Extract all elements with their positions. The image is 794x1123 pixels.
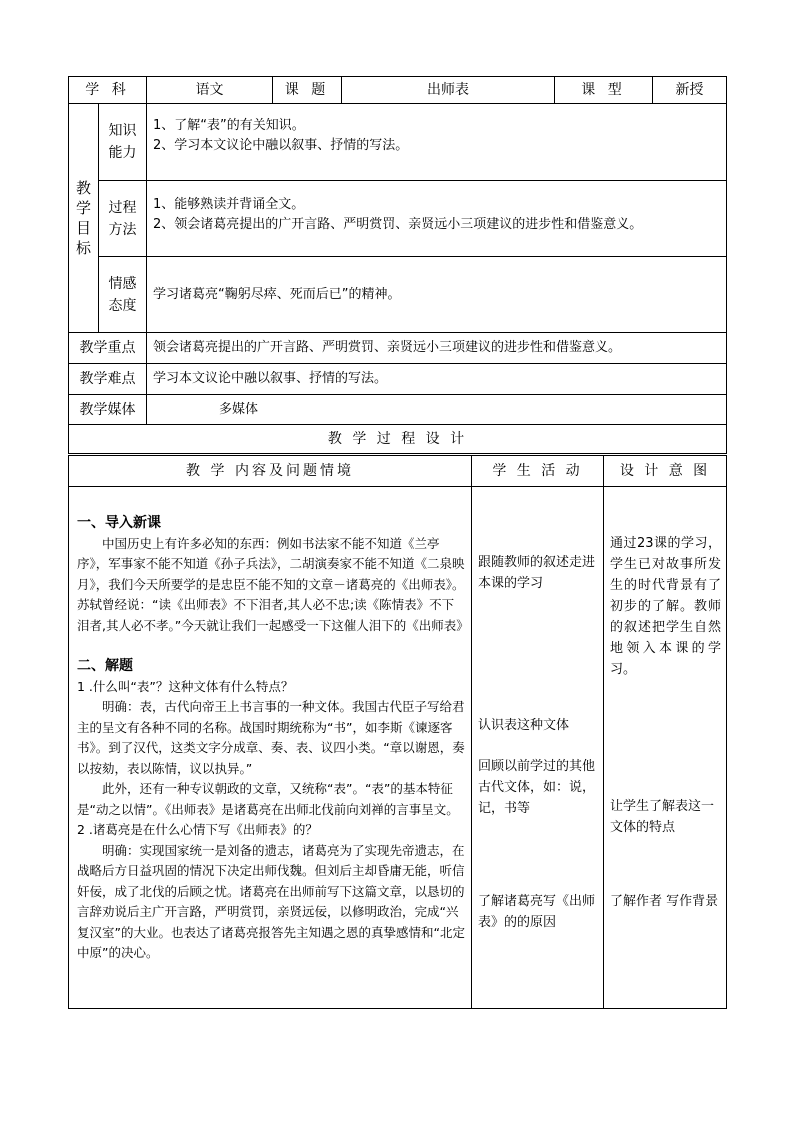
objectives-char-3: 目	[75, 219, 91, 237]
process-intent-cell	[604, 487, 727, 1009]
objectives-char-1: 教	[75, 179, 91, 197]
subject-label: 学 科	[69, 77, 147, 104]
objective-content-process	[147, 181, 727, 257]
objective-line: 1、能够熟读并背诵全文。	[153, 197, 305, 212]
objective-line: 2、领会诸葛亮提出的广开言路、严明赏罚、亲贤远小三项建议的进步性和借鉴意义。	[153, 217, 643, 232]
section-title-intro: 一、导入新课	[77, 515, 161, 531]
objective-content-emotion: 学习诸葛亮“鞠躬尽瘁、死而后已”的精神。	[147, 257, 727, 333]
process-activity-cell	[472, 487, 604, 1009]
objective-content-knowledge	[147, 104, 727, 181]
media-value: 多媒体	[147, 395, 727, 425]
intro-paragraph: 中国历史上有许多必知的东西：例如书法家不能不知道《兰亭序》，军事家不能不知道《孙子兵法》，二胡演奏家不能不知道《二泉映月》，我们今天所要学的是忠臣不能不知的文章－诸葛亮的《出师表》。苏轼曾经说：“读《出师表》不下泪者,其人必不忠;读《陈情表》不下泪者,其人必不孝。”今天就让我们一起感受一下这催人泪下的《出师表》	[77, 535, 469, 633]
answer-1: 明确：表，古代向帝王上书言事的一种文体。我国古代臣子写给君主的呈文有各种不同的名称。战国时期统称为“书”，如李斯《谏逐客书》。到了汉代，这类文字分成章、奏、表、议四小类。“章以谢恩，奏以按劾，表以陈情，议以执异。”	[77, 699, 465, 776]
activity-2: 认识表这种文体	[478, 718, 570, 733]
objective-label-emotion: 情感态度	[99, 257, 147, 333]
objectives-char-2: 学	[75, 199, 91, 217]
process-table	[68, 455, 727, 1009]
intent-1: 通过23课的学习，学生已对故事所发生的时代背景有了初步的了解。教师的叙述把学生自然地领入本课的学习。	[610, 536, 721, 677]
media-label: 教学媒体	[69, 395, 147, 425]
objective-line: 1、了解“表”的有关知识。	[153, 118, 305, 133]
answer-2: 明确：实现国家统一是刘备的遗志，诸葛亮为了实现先帝遗志，在战略后方日益巩固的情况下决定出师伐魏。但刘后主却昏庸无能，听信奸佞，成了北伐的后顾之忧。诸葛亮在出师前写下这篇文章，以恳切的言辞劝说后主广开言路，严明赏罚，亲贤远佞，以修明政治，完成“兴复汉室”的大业。也表达了诸葛亮报答先主知遇之恩的真挚感情和“北定中原”的决心。	[77, 842, 465, 960]
objectives-group-label	[69, 104, 99, 333]
intent-2: 让学生了解表这一文体的特点	[610, 799, 715, 835]
difficulty-label: 教学难点	[69, 364, 147, 395]
question-1: 1 .什么叫“表”？这种文体有什么特点？	[77, 678, 294, 694]
activity-4: 了解诸葛亮写《出师表》的的原因	[478, 894, 596, 930]
key-point-value: 领会诸葛亮提出的广开言路、严明赏罚、亲贤远小三项建议的进步性和借鉴意义。	[147, 333, 727, 364]
difficulty-value: 学习本文议论中融以叙事、抒情的写法。	[147, 364, 727, 395]
lesson-plan-table	[68, 76, 727, 454]
objective-label-knowledge: 知识能力	[99, 104, 147, 181]
process-col-intent: 设 计 意 图	[604, 456, 727, 487]
process-col-content: 教 学 内容及问题情境	[69, 456, 472, 487]
topic-value: 出师表	[342, 77, 555, 104]
type-value: 新授	[653, 77, 727, 104]
intent-3: 了解作者 写作背景	[610, 894, 719, 909]
activity-1: 跟随教师的叙述走进本课的学习	[478, 555, 596, 591]
section-title-explain: 二、解题	[77, 658, 133, 674]
subject-value: 语文	[147, 77, 273, 104]
objectives-char-4: 标	[75, 239, 91, 257]
objective-label-process: 过程方法	[99, 181, 147, 257]
type-label: 课 型	[555, 77, 653, 104]
key-point-label: 教学重点	[69, 333, 147, 364]
topic-label: 课 题	[273, 77, 342, 104]
answer-1b: 此外，还有一种专议朝政的文章，又统称“表”。“表”的基本特征是“动之以情”。《出师表》是诸葛亮在出师北伐前向刘禅的言事呈文。	[77, 781, 459, 817]
objective-line: 2、学习本文议论中融以叙事、抒情的写法。	[153, 138, 409, 153]
process-title: 教 学 过 程 设 计	[69, 425, 727, 454]
process-col-activity: 学 生 活 动	[472, 456, 604, 487]
process-content-cell	[69, 487, 472, 1009]
question-2: 2 .诸葛亮是在什么心情下写《出师表》的？	[77, 822, 318, 837]
activity-3: 回顾以前学过的其他古代文体，如：说，记，书等	[478, 759, 596, 816]
